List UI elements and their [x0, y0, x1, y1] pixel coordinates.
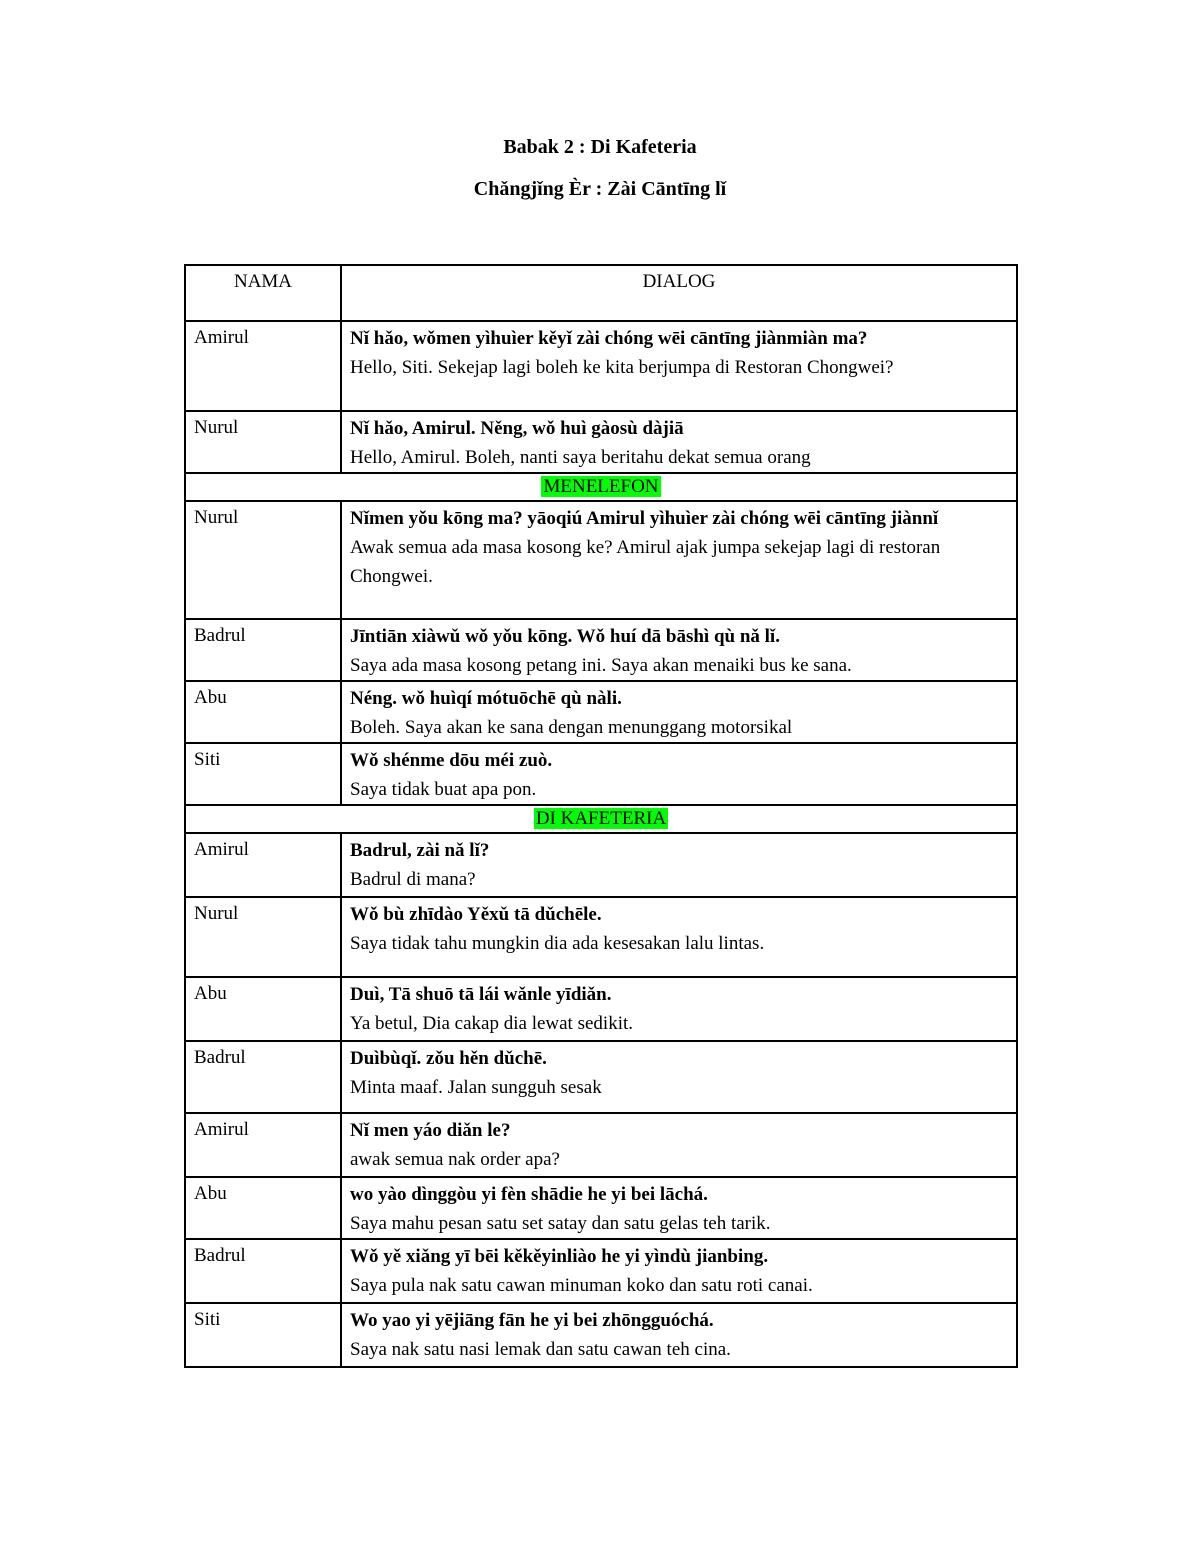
page-subtitle: Chǎngjǐng Èr : Zài Cāntīng lǐ: [473, 178, 727, 200]
speaker-name: Amirul: [185, 321, 341, 411]
dialog-cell: [341, 1303, 1017, 1367]
speaker-name: Badrul: [185, 1041, 341, 1113]
speaker-name: Nurul: [185, 501, 341, 619]
table-row: [185, 1041, 1017, 1113]
dialog-mandarin-line: Wǒ yě xiǎng yī bēi kěkěyinliào he yi yìndù jianbing.: [350, 1246, 769, 1267]
speaker-name: Siti: [185, 1303, 341, 1367]
dialog-mandarin-line: Néng. wǒ huìqí mótuōchē qù nàli.: [350, 688, 622, 709]
dialog-malay-translation: Awak semua ada masa kosong ke? Amirul ajak jumpa sekejap lagi di restoran Chongwei.: [350, 537, 941, 587]
table-row: [185, 897, 1017, 977]
dialog-cell: [341, 321, 1017, 411]
dialog-malay-translation: Hello, Amirul. Boleh, nanti saya beritahu dekat semua orang: [350, 447, 811, 468]
speaker-name: Badrul: [185, 1239, 341, 1303]
table-row: [185, 681, 1017, 743]
table-row: [185, 1239, 1017, 1303]
table-row: [185, 833, 1017, 897]
table-row: [185, 1303, 1017, 1367]
dialog-mandarin-line: Nǐ hǎo, Amirul. Něng, wǒ huì gàosù dàjiā: [350, 418, 684, 439]
speaker-name: Siti: [185, 743, 341, 805]
dialog-malay-translation: Saya mahu pesan satu set satay dan satu gelas teh tarik.: [350, 1213, 771, 1234]
dialog-cell: [341, 681, 1017, 743]
dialog-malay-translation: Saya tidak tahu mungkin dia ada kesesakan lalu lintas.: [350, 933, 765, 954]
dialog-cell: [341, 619, 1017, 681]
speaker-name: Nurul: [185, 411, 341, 473]
dialog-mandarin-line: Duìbùqǐ. zǒu hěn dǔchē.: [350, 1048, 547, 1069]
dialog-malay-translation: Boleh. Saya akan ke sana dengan menunggang motorsikal: [350, 717, 793, 738]
dialog-mandarin-line: Badrul, zài nǎ lǐ?: [350, 840, 490, 861]
dialog-mandarin-line: Wǒ bù zhīdào Yěxǔ tā dǔchēle.: [350, 904, 602, 925]
section-label: DI KAFETERIA: [535, 808, 667, 829]
table-row: [185, 411, 1017, 473]
table-row: [185, 321, 1017, 411]
dialog-mandarin-line: Nǐmen yǒu kōng ma? yāoqiú Amirul yìhuìer zài chóng wēi cāntīng jiànnǐ: [350, 508, 939, 529]
speaker-name: Amirul: [185, 1113, 341, 1177]
table-row: [185, 619, 1017, 681]
page-title: Babak 2 : Di Kafeteria: [503, 136, 697, 158]
dialog-malay-translation: Saya pula nak satu cawan minuman koko dan satu roti canai.: [350, 1275, 813, 1296]
dialog-cell: [341, 743, 1017, 805]
section-cell: [185, 805, 1017, 833]
section-row: [185, 473, 1017, 501]
table-body: [185, 321, 1017, 1367]
table-row: [185, 1113, 1017, 1177]
speaker-name: Abu: [185, 977, 341, 1041]
dialog-malay-translation: Ya betul, Dia cakap dia lewat sedikit.: [350, 1013, 633, 1034]
dialog-cell: [341, 977, 1017, 1041]
dialog-cell: [341, 1177, 1017, 1239]
dialog-mandarin-line: Nǐ hǎo, wǒmen yìhuìer kěyǐ zài chóng wēi cāntīng jiànmiàn ma?: [350, 328, 868, 349]
section-label: MENELEFON: [543, 476, 659, 497]
table-header-row: [185, 265, 1017, 321]
dialog-malay-translation: awak semua nak order apa?: [350, 1149, 560, 1170]
dialog-cell: [341, 1041, 1017, 1113]
table-row: [185, 977, 1017, 1041]
header-nama: NAMA: [185, 265, 341, 321]
speaker-name: Nurul: [185, 897, 341, 977]
dialog-mandarin-line: Jīntiān xiàwǔ wǒ yǒu kōng. Wǒ huí dā bāshì qù nǎ lǐ.: [350, 626, 780, 647]
dialog-cell: [341, 1239, 1017, 1303]
speaker-name: Abu: [185, 1177, 341, 1239]
section-cell: [185, 473, 1017, 501]
dialog-cell: [341, 1113, 1017, 1177]
speaker-name: Badrul: [185, 619, 341, 681]
dialog-mandarin-line: Duì, Tā shuō tā lái wǎnle yīdiǎn.: [350, 984, 612, 1005]
dialog-cell: [341, 833, 1017, 897]
dialog-malay-translation: Hello, Siti. Sekejap lagi boleh ke kita berjumpa di Restoran Chongwei?: [350, 357, 894, 378]
dialog-mandarin-line: Wo yao yi yējiāng fān he yi bei zhōngguóchá.: [350, 1310, 714, 1331]
dialog-malay-translation: Saya tidak buat apa pon.: [350, 779, 537, 800]
dialog-cell: [341, 897, 1017, 977]
table-row: [185, 1177, 1017, 1239]
table-row: [185, 743, 1017, 805]
speaker-name: Abu: [185, 681, 341, 743]
dialog-mandarin-line: Nǐ men yáo diǎn le?: [350, 1120, 511, 1141]
dialog-malay-translation: Saya nak satu nasi lemak dan satu cawan teh cina.: [350, 1339, 731, 1360]
header-dialog: DIALOG: [341, 265, 1017, 321]
speaker-name: Amirul: [185, 833, 341, 897]
dialog-malay-translation: Badrul di mana?: [350, 869, 476, 890]
section-row: [185, 805, 1017, 833]
dialog-cell: [341, 411, 1017, 473]
dialog-mandarin-line: wo yào dìnggòu yi fèn shādie he yi bei lāchá.: [350, 1184, 708, 1205]
dialog-malay-translation: Saya ada masa kosong petang ini. Saya akan menaiki bus ke sana.: [350, 655, 852, 676]
table-row: [185, 501, 1017, 619]
dialog-mandarin-line: Wǒ shénme dōu méi zuò.: [350, 750, 553, 771]
dialog-cell: [341, 501, 1017, 619]
dialog-table: [184, 264, 1018, 1368]
dialog-malay-translation: Minta maaf. Jalan sungguh sesak: [350, 1077, 602, 1098]
